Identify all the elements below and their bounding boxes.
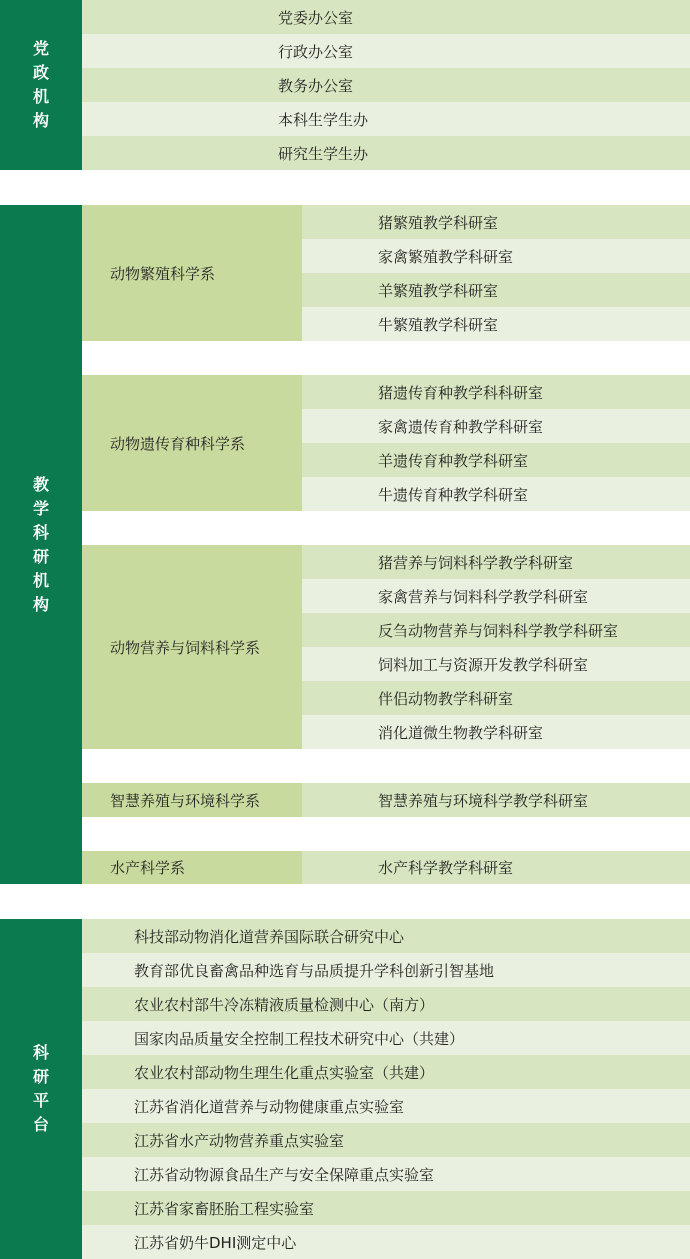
admin-item: 行政办公室 — [82, 34, 690, 68]
lab-item: 家禽遗传育种教学科研室 — [302, 409, 690, 443]
platform-item: 江苏省家畜胚胎工程实验室 — [82, 1191, 690, 1225]
lab-item: 家禽营养与饲料科学教学科研室 — [302, 579, 690, 613]
teaching-category-label: 教学科研机构 — [0, 205, 82, 884]
platform-item: 江苏省动物源食品生产与安全保障重点实验室 — [82, 1157, 690, 1191]
lab-item: 羊遗传育种教学科研室 — [302, 443, 690, 477]
platform-section — [0, 919, 690, 1259]
platform-item: 农业农村部牛冷冻精液质量检测中心（南方） — [82, 987, 690, 1021]
lab-item: 猪营养与饲料科学教学科研室 — [302, 545, 690, 579]
lab-item: 智慧养殖与环境科学教学科研室 — [302, 783, 690, 817]
platform-item: 国家肉品质量安全控制工程技术研究中心（共建） — [82, 1021, 690, 1055]
platform-item: 农业农村部动物生理生化重点实验室（共建） — [82, 1055, 690, 1089]
lab-item: 牛繁殖教学科研室 — [302, 307, 690, 341]
platform-item: 江苏省水产动物营养重点实验室 — [82, 1123, 690, 1157]
platform-item: 教育部优良畜禽品种选育与品质提升学科创新引智基地 — [82, 953, 690, 987]
admin-item: 党委办公室 — [82, 0, 690, 34]
platform-item: 江苏省消化道营养与动物健康重点实验室 — [82, 1089, 690, 1123]
lab-item: 牛遗传育种教学科研室 — [302, 477, 690, 511]
admin-item: 本科生学生办 — [82, 102, 690, 136]
department-name: 水产科学系 — [82, 851, 302, 884]
lab-item: 饲料加工与资源开发教学科研室 — [302, 647, 690, 681]
platform-item: 江苏省奶牛DHI测定中心 — [82, 1225, 690, 1259]
lab-item: 水产科学教学科研室 — [302, 851, 690, 884]
lab-item: 消化道微生物教学科研室 — [302, 715, 690, 749]
department-name: 动物遗传育种科学系 — [82, 375, 302, 511]
teaching-section — [0, 205, 690, 884]
lab-item: 猪繁殖教学科研室 — [302, 205, 690, 239]
admin-category-label: 党政机构 — [0, 0, 82, 170]
admin-item: 研究生学生办 — [82, 136, 690, 170]
admin-item: 教务办公室 — [82, 68, 690, 102]
lab-item: 猪遗传育种教学科科研室 — [302, 375, 690, 409]
platform-category-label: 科研平台 — [0, 919, 82, 1259]
department-name: 动物营养与饲料科学系 — [82, 545, 302, 749]
admin-section — [0, 0, 690, 170]
lab-item: 伴侣动物教学科研室 — [302, 681, 690, 715]
lab-item: 反刍动物营养与饲料科学教学科研室 — [302, 613, 690, 647]
lab-item: 羊繁殖教学科研室 — [302, 273, 690, 307]
lab-item: 家禽繁殖教学科研室 — [302, 239, 690, 273]
platform-item: 科技部动物消化道营养国际联合研究中心 — [82, 919, 690, 953]
department-name: 动物繁殖科学系 — [82, 205, 302, 341]
department-name: 智慧养殖与环境科学系 — [82, 783, 302, 817]
